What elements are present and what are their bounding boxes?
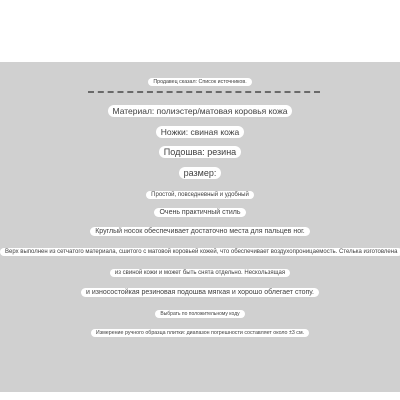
- outsole-line: [0, 281, 400, 299]
- outsole-text: и износостойкая резиновая подошва мягкая и хорошо облегает стопу.: [81, 288, 319, 297]
- measure-text: Измерение ручного образца плитки: диапазон погрешности составляет около ±3 см.: [91, 329, 309, 337]
- lining-line: [0, 122, 400, 140]
- practical-text: Очень практичный стиль: [154, 208, 245, 217]
- seller-note-line: [0, 70, 400, 88]
- upper-line: [0, 240, 400, 258]
- toe-line: [0, 220, 400, 238]
- dashed-divider: [88, 91, 320, 93]
- insole-line: [0, 261, 400, 279]
- practical-line: [0, 201, 400, 219]
- code-line: [0, 302, 400, 320]
- material-line: [0, 101, 400, 119]
- measure-line: [0, 321, 400, 339]
- sole-text: Подошва: резина: [159, 146, 241, 158]
- style-text: Простой, повседневный и удобный: [146, 191, 254, 199]
- size-line: [0, 163, 400, 181]
- size-label: размер:: [179, 167, 222, 179]
- upper-text: Верх выполнен из сетчатого материала, сшитого с матовой коровьей кожей, что обеспечивает воздухопроницаемость. Стелька изготовлена: [0, 248, 400, 256]
- insole-text: из свиной кожи и может быть снята отдельно. Нескользящая: [110, 269, 290, 277]
- seller-note: Продавец сказал: Список источников.: [148, 78, 251, 86]
- style-line: [0, 183, 400, 201]
- sole-line: [0, 142, 400, 160]
- lining-text: Ножки: свиная кожа: [156, 126, 244, 138]
- material-text: Материал: полиэстер/матовая коровья кожа: [108, 105, 293, 117]
- toe-text: Круглый носок обеспечивает достаточно места для пальцев ног.: [90, 227, 310, 236]
- code-text: Выбрать по положительному коду: [155, 310, 244, 318]
